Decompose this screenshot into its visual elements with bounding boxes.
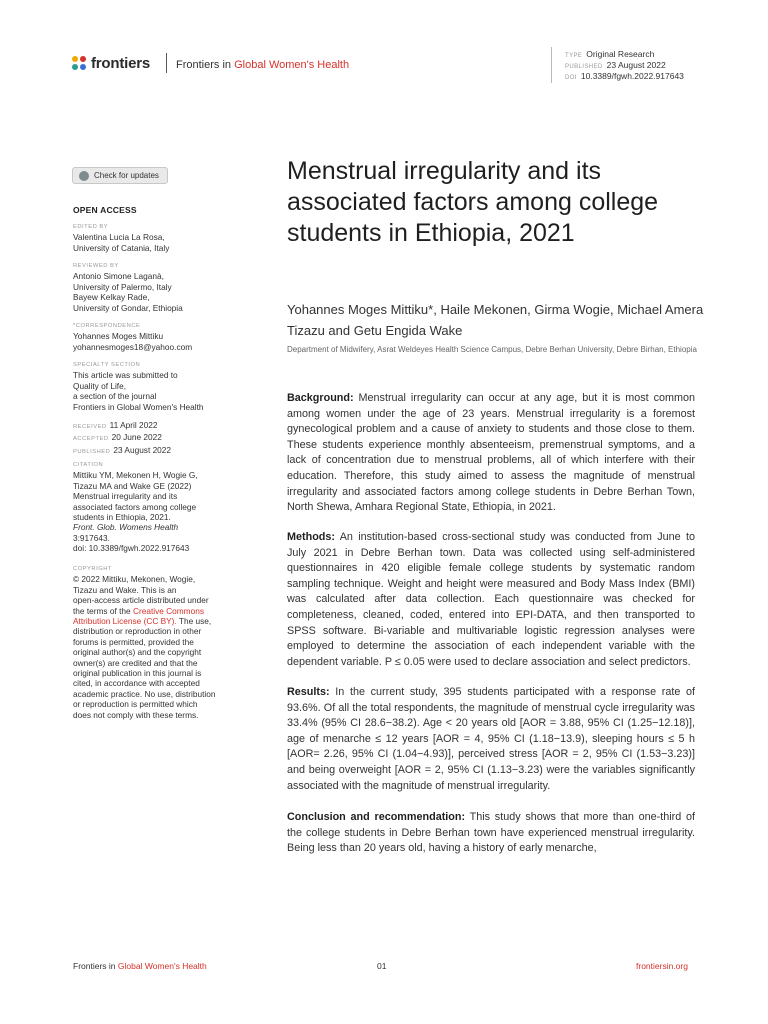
edited-by: EDITED BY Valentina Lucia La Rosa, University of Catania, Italy <box>73 224 170 253</box>
correspondence: *CORRESPONDENCE Yohannes Moges Mittiku yohannesmoges18@yahoo.com <box>73 321 233 352</box>
meta-divider <box>551 47 552 83</box>
update-icon <box>79 171 89 181</box>
correspondence-email[interactable]: yohannesmoges18@yahoo.com <box>73 341 193 352</box>
abstract-background: Background: Menstrual irregularity can occur at any age, but it is most common among women under the age of 23 years. Menstrual irregularity is a foremost gynecological problem and a cause of anxiety to students and those close to them. These students experience monthly absenteeism, premenstrual symptoms, and a lack of concentration due to menstrual problems, all of which interfere with their education. Therefore, this study aimed to assess the magnitude of menstrual irregularity and associated factors among college students in Debre Berhan Town, North Shewa, Amhara Regional State, Ethiopia, in 2021. <box>287 392 695 514</box>
frontiers-logo[interactable] <box>72 55 150 72</box>
article-type: TYPE Original Research <box>565 49 655 59</box>
footer-site-link[interactable]: frontiersin.org <box>636 961 688 971</box>
open-access-label: OPEN ACCESS <box>73 205 137 215</box>
abstract-results: Results: In the current study, 395 students participated with a response rate of 93.6%. Of all the total respondents, the magnitude of menstrual cycle irregularity was 33.4% (95% CI 28.6−38.2). Age < 20 years old [AOR = 3.88, 95% CI (1.25−12.18)], age of menarche ≤ 12 years [AOR = 4, 95% CI (1.18−13.9), sleeping hours ≤ 5 h [AOR= 2.26, 95% CI (1.04−4.93)], perceived stress [AOR = 2, 95% CI (1.53−3.23)] and being overweight [AOR = 2, 95% CI (1.13−3.23) were the variables significantly associated with the magnitude of menstrual irregularity. <box>287 686 696 792</box>
journal-title[interactable]: Frontiers in Global Women's Health <box>176 59 350 71</box>
cc-license-link[interactable]: Creative Commons <box>132 605 204 616</box>
abstract-methods: Methods: An institution-based cross-sectional study was conducted from June to July 2021 in Debre Berhan town. Data was collected using self-administered questionnaires in 420 eligible female college students by systematic random sampling technique. Weight and height were measured and Body Mass Index (BMI) was calculated after data collection. Each questionnaire was checked for completeness, cleaned, coded, entered into EPI-DATA, and then transported to SPSS software. Bi-variable and multivariable logistic regression analyses were employed to determine the association of each independent variable with the dependent variable. P ≤ 0.05 were used to declare association and select predictors. <box>287 531 695 668</box>
article-dates: RECEIVED 11 April 2022 ACCEPTED 20 June 2022 PUBLISHED 23 August 2022 <box>73 420 172 455</box>
page-number: 01 <box>377 961 387 971</box>
copyright: COPYRIGHT © 2022 Mittiku, Mekonen, Wogie, Tizazu and Wake. This is an open-access article distributed under the terms of the Creative Commons Attribution License (CC BY). The use, distribution or reproduction in other forums is permitted, provided the original author(s) and the copyright owner(s) are credited and that the original publication in this journal is cited, in accordance with accepted academic practice. No use, distribution or reproduction is permitted which does not comply with these terms. <box>73 566 216 720</box>
check-for-updates-button[interactable]: Check for updates <box>72 167 168 184</box>
header-divider <box>166 53 167 73</box>
affiliation: Department of Midwifery, Asrat Weldeyes Health Science Campus, Debre Berhan University, Debre Birhan, Ethiopia <box>287 345 697 354</box>
cc-license-link-2[interactable]: Attribution License (CC BY). <box>73 616 177 627</box>
citation: CITATION Mittiku YM, Mekonen H, Wogie G, Tizazu MA and Wake GE (2022) Menstrual irregularity and its associated factors among college students in Ethiopia, 2021. Front. Glob. Womens Health 3:917643. doi: 10.3389/fgwh.2022.917643 <box>73 460 233 554</box>
author-list[interactable]: Yohannes Moges Mittiku*, Haile Mekonen, Girma Wogie, Michael Amera Tizazu and Getu Engida Wake <box>287 302 704 338</box>
article-title: Menstrual irregularity and its associated factors among college students in Ethiopia, 2021 <box>287 157 659 247</box>
brand-name: frontiers <box>91 55 151 72</box>
published-date: PUBLISHED 23 August 2022 <box>565 60 666 70</box>
abstract-conclusion: Conclusion and recommendation: This study shows that more than one-third of the college students in Debre Berhan town have experienced menstrual irregularity. Being less than 20 years old, having a history of early menarche, <box>287 811 695 855</box>
footer-journal[interactable]: Frontiers in Global Women's Health <box>73 961 207 971</box>
citation-doi[interactable]: doi: 10.3389/fgwh.2022.917643 <box>73 543 190 554</box>
reviewed-by: REVIEWED BY Antonio Simone Laganà, University of Palermo, Italy Bayew Kelkay Rade, University of Gondar, Ethiopia <box>73 263 183 313</box>
frontiers-logo-icon <box>72 56 87 71</box>
specialty-section: SPECIALTY SECTION This article was submitted to Quality of Life, a section of the journal Frontiers in Global Women's Health <box>73 362 204 412</box>
doi[interactable]: DOI 10.3389/fgwh.2022.917643 <box>565 71 684 81</box>
